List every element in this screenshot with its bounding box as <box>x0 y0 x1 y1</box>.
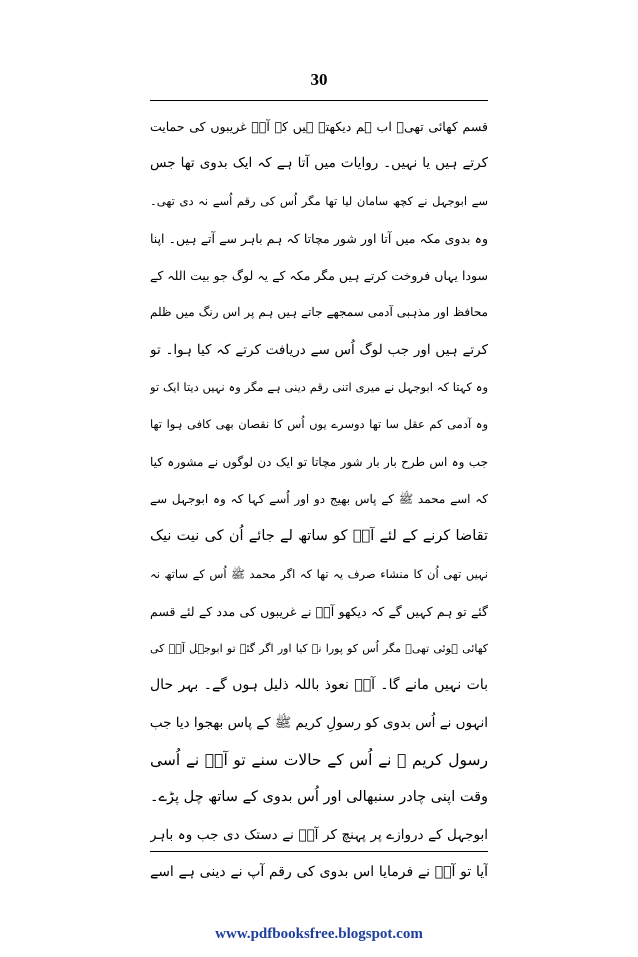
text-line: قسم کھائی تھی۔ اب ہم دیکھتے ہیں کہ آپؐ غریبوں کی حمایت <box>150 119 488 134</box>
page-number: 30 <box>310 70 328 89</box>
body-text <box>150 108 488 891</box>
text-line: نہیں تھی اُن کا منشاء صرف یہ تھا کہ اگر محمد ﷺ اُس کے ساتھ نہ <box>150 566 488 581</box>
footer-link[interactable]: www.pdfbooksfree.blogspot.com <box>215 926 423 942</box>
text-line: کرتے ہیں یا نہیں۔ روایات میں آتا ہے کہ ایک بدوی تھا جس <box>150 155 488 172</box>
text-line: جب وہ اس طرح بار بار شور مچاتا تو ایک دن لوگوں نے مشورہ کیا <box>150 454 488 469</box>
footer-rule <box>150 851 488 852</box>
text-line: وہ بدوی مکہ میں آتا اور شور مچاتا کہ ہم باہر سے آتے ہیں۔ اپنا <box>150 230 488 246</box>
text-line: آیا تو آپؐ نے فرمایا اس بدوی کی رقم آپ نے دینی ہے اسے <box>150 863 488 880</box>
text-line: سے ابوجہل نے کچھ سامان لیا تھا مگر اُس کی رقم اُسے نہ دی تھی۔ <box>150 193 488 208</box>
text-line: وہ کہتا کہ ابوجہل نے میری اتنی رقم دینی ہے مگر وہ نہیں دیتا ایک تو <box>150 380 488 395</box>
text-line: کرتے ہیں اور جب لوگ اُس سے دریافت کرتے کہ کیا ہوا۔ تو <box>150 341 488 358</box>
text-line: تقاضا کرنے کے لئے آپؐ کو ساتھ لے جائے اُن کی نیت نیک <box>150 528 488 545</box>
text-line: وقت اپنی چادر سنبھالی اور اُس بدوی کے ساتھ چل پڑے۔ <box>150 789 488 806</box>
text-line: کہ اسے محمد ﷺ کے پاس بھیج دو اور اُسے کہا کہ وہ ابوجہل سے <box>150 491 488 506</box>
text-line: محافظ اور مذہبی آدمی سمجھے جاتے ہیں ہم پر اس رنگ میں ظلم <box>150 305 488 320</box>
text-line: ابوجہل کے دروازے پر پہنچ کر آپؐ نے دستک دی جب وہ باہر <box>150 826 488 843</box>
text-line: بات نہیں مانے گا۔ آپؐ نعوذ باللہ ذلیل ہوں گے۔ بہر حال <box>150 677 488 694</box>
text-line: رسول کریم ﷺ نے اُس کے حالات سنے تو آپؐ نے اُسی <box>150 751 488 770</box>
text-line: انہوں نے اُس بدوی کو رسولِ کریم ﷺ کے پاس بھجوا دیا جب <box>150 714 488 731</box>
text-line: سودا یہاں فروخت کرتے ہیں مگر مکہ کے یہ لوگ جو بیت اللہ کے <box>150 268 488 284</box>
text-line: وہ آدمی کم عقل سا تھا دوسرے یوں اُس کا نقصان بھی کافی ہوا تھا <box>150 417 488 432</box>
header-rule <box>150 100 488 101</box>
text-line: گئے تو ہم کہیں گے کہ دیکھو آپؐ نے غریبوں کی مدد کے لئے قسم <box>150 603 488 619</box>
text-line: کھائی ہوئی تھی۔ مگر اُس کو پورا نہ کیا اور اگر گئے تو ابوجہل آپؐ کی <box>150 642 488 656</box>
